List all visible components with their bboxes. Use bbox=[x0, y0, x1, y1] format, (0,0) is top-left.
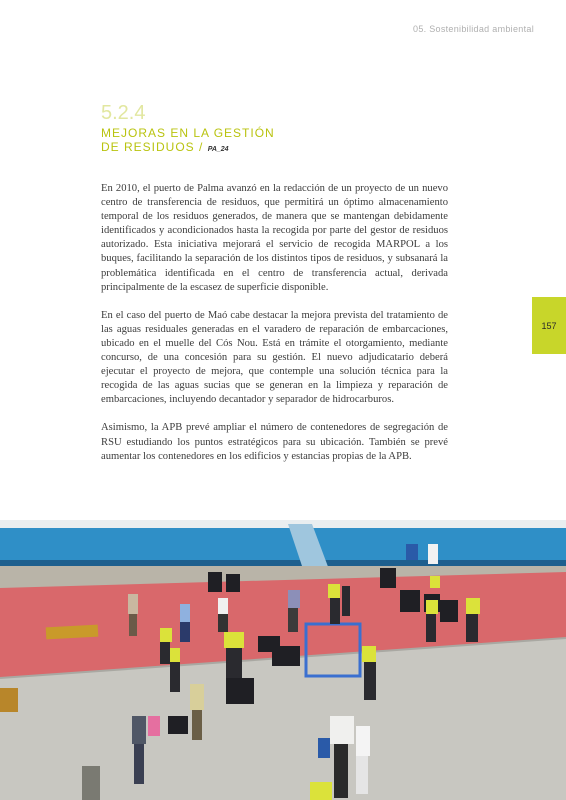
body-text bbox=[101, 182, 448, 478]
paragraph-2: En el caso del puerto de Maó cabe destacar la mejora prevista del tratamiento de las aguas residuales generadas en el varadero de reparación de embarcaciones, ubicado en el muelle del Cós Nou. Está en trámite el otorgamiento, mediante concurso, de una concesión para su gestión. El nuevo adjudicatario deberá ejecutar el proyecto de mejora, que contemple una solución técnica para la recogida de las aguas sucias que se generan en la limpieza y reparación de embarcaciones, incluyendo decantador y separador de hidrocarburos. bbox=[101, 309, 448, 406]
section-title-line2: DE RESIDUOS / bbox=[101, 140, 208, 154]
page-number: 157 bbox=[541, 320, 557, 331]
section-number: 5.2.4 bbox=[101, 102, 146, 124]
section-title-line1: MEJORAS EN LA GESTIÓN bbox=[101, 126, 275, 140]
paragraph-3: Asimismo, la APB prevé ampliar el número de contenedores de segregación de RSU estudiando los puntos estratégicos para su ubicación. También se prevé aumentar los contenedores en los edificios y estancias propias de la APB. bbox=[101, 422, 448, 462]
port-quay-photo bbox=[0, 520, 566, 800]
chapter-header: 05. Sostenibilidad ambiental bbox=[413, 24, 534, 34]
page-number-tab bbox=[532, 297, 566, 354]
section-title bbox=[101, 126, 275, 157]
indicator-code: PA_24 bbox=[207, 146, 229, 153]
section-title-line2-wrap bbox=[101, 140, 275, 157]
photo-illustration bbox=[0, 520, 566, 800]
paragraph-1: En 2010, el puerto de Palma avanzó en la redacción de un proyecto de un nuevo centro de transferencia de residuos, que permitirá un óptimo almacenamiento temporal de los residuos generados, de manera que se mantengan debidamente identificados y acondicionados hasta la recogida por parte del gestor de residuos autorizado. Esta iniciativa mejorará el servicio de recogida MARPOL a los buques, facilitando la separación de los distintos tipos de residuos, y subsanará la problemática identificada en el centro de transferencia actual, derivada principalmente de la escasez de superficie disponible. bbox=[101, 183, 448, 293]
